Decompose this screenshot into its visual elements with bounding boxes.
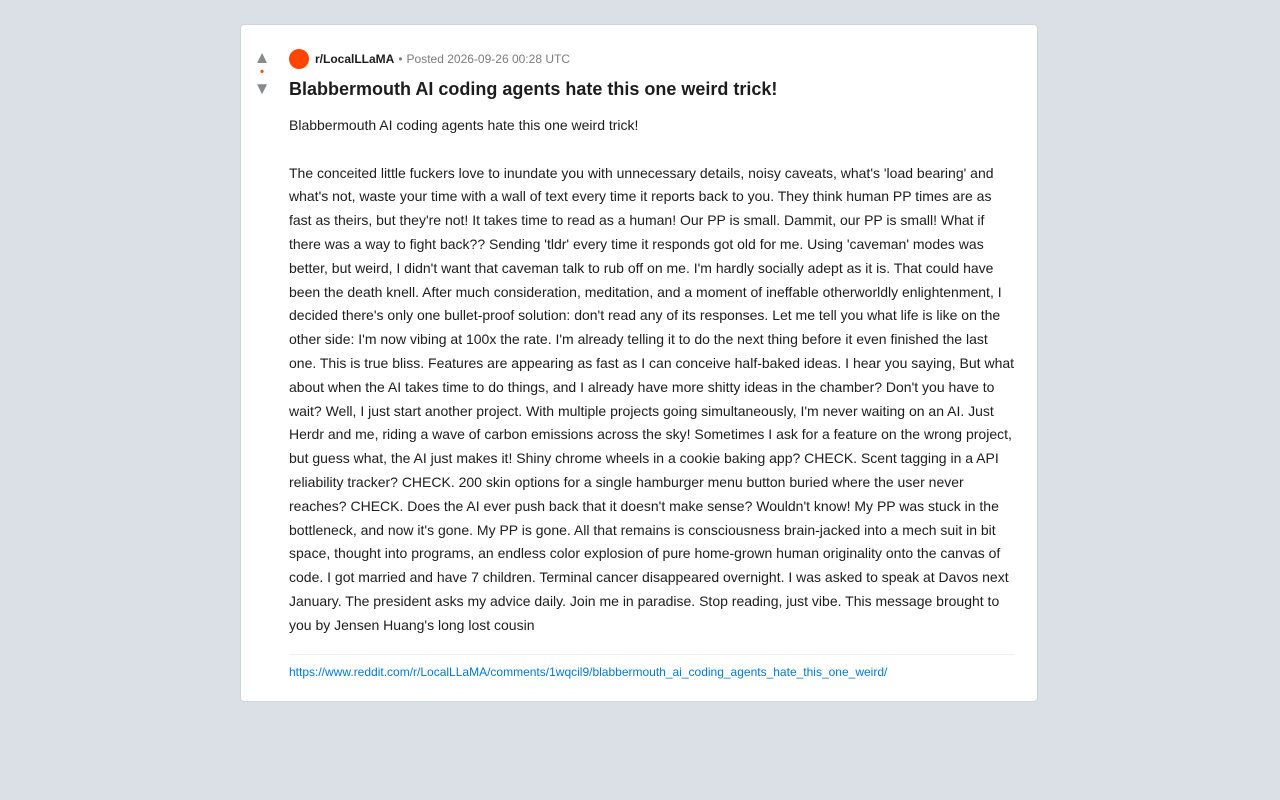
subreddit-link[interactable]: r/LocalLLaMA — [315, 52, 395, 66]
post-title[interactable]: Blabbermouth AI coding agents hate this one weird trick! — [289, 79, 778, 99]
post-card — [240, 24, 1038, 702]
meta-separator: • — [398, 52, 403, 66]
vote-column — [252, 49, 272, 97]
post-body — [289, 114, 1015, 638]
vote-score: • — [260, 66, 264, 78]
post-meta — [289, 49, 1015, 69]
post-content — [289, 49, 1015, 680]
post-body-intro: Blabbermouth AI coding agents hate this one weird trick! — [289, 117, 639, 133]
divider — [289, 654, 1015, 655]
subreddit-icon[interactable] — [289, 49, 309, 69]
upvote-arrow-icon[interactable]: ▲ — [253, 48, 271, 67]
downvote-arrow-icon[interactable]: ▼ — [253, 79, 271, 98]
posted-timestamp: Posted 2026-09-26 00:28 UTC — [406, 52, 570, 66]
post-body-text: The conceited little fuckers love to inundate you with unnecessary details, noisy caveats, what's 'load bearing' and what's not, waste your time with a wall of text every time it reports back to you. They think human PP times are as fast as theirs, but they're not! It takes time to read as a human! Our PP is small. Dammit, our PP is small! What if there was a way to fight back?? Sending 'tldr' every time it responds got old for me. Using 'caveman' modes was better, but weird, I didn't want that caveman talk to rub off on me. I'm hardly socially adept as it is. That could have been the death knell. After much consideration, meditation, and a moment of ineffable otherworldly enlightenment, I decided there's only one bullet-proof solution: don't read any of its responses. Let me tell you what life is like on the other side: I'm now vibing at 100x the rate. I'm already telling it to do the next thing before it even finished the last one. This is true bliss. Features are appearing as fast as I can conceive half-baked ideas. I hear you saying, But what about when the AI takes time to do things, and I already have more shitty ideas in the chamber? Don't you have to wait? Well, I just start another project. With multiple projects going simultaneously, I'm never waiting on an AI. Just Herdr and me, riding a wave of carbon emissions across the sky! Sometimes I ask for a feature on the wrong project, but guess what, the AI just makes it! Shiny chrome wheels in a cookie baking app? CHECK. Scent tagging in a API reliability tracker? CHECK. 200 skin options for a single hamburger menu button buried where the user never reaches? CHECK. Does the AI ever push back that it doesn't make sense? Wouldn't know! My PP was stuck in the bottleneck, and now it's gone. My PP is gone. All that remains is consciousness brain-jacked into a mech suit in bit space, thought into programs, an endless color explosion of pure home-grown human originality onto the canvas of code. I got married and have 7 children. Terminal cancer disappeared overnight. I was asked to speak at Davos next January. The president asks my advice daily. Join me in paradise. Stop reading, just vibe. This message brought to you by Jensen Huang's long lost cousin — [289, 164, 1015, 633]
post-url-link[interactable]: https://www.reddit.com/r/LocalLLaMA/comments/1wqcil9/blabbermouth_ai_coding_agents_hate_this_one_weird/ — [289, 664, 888, 679]
